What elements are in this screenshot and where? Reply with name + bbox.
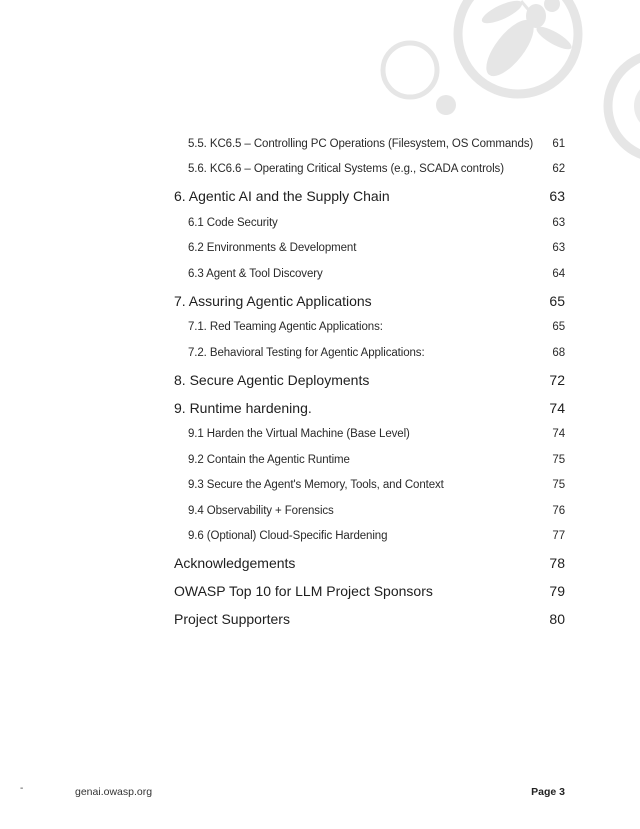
toc-subsection-entry[interactable]: [174, 315, 565, 341]
toc-entry-page-number: 61: [552, 137, 565, 150]
toc-entry-page-number: 62: [552, 163, 565, 176]
toc-subsection-entry[interactable]: [174, 498, 565, 524]
toc-entry-page-number: 76: [552, 504, 565, 517]
toc-entry-title: 7.1. Red Teaming Agentic Applications:: [188, 321, 383, 334]
toc-entry-title: Acknowledgements: [174, 555, 296, 571]
toc-subsection-entry[interactable]: [174, 422, 565, 448]
toc-subsection-entry[interactable]: [174, 157, 565, 183]
toc-entry-page-number: 74: [552, 428, 565, 441]
toc-entry-page-number: 65: [552, 321, 565, 334]
toc-entry-page-number: 63: [549, 188, 565, 204]
toc-entry-title: 6.1 Code Security: [188, 216, 278, 229]
toc-section-entry[interactable]: [174, 605, 565, 633]
toc-section-entry[interactable]: [174, 394, 565, 422]
toc-entry-title: Project Supporters: [174, 611, 290, 627]
toc-entry-page-number: 77: [552, 530, 565, 543]
decor-dot: [436, 95, 456, 115]
table-of-contents: [174, 131, 565, 633]
toc-entry-page-number: 72: [549, 371, 565, 388]
toc-section-entry[interactable]: [174, 287, 565, 315]
toc-section-entry[interactable]: [174, 182, 565, 210]
toc-entry-title: 7. Assuring Agentic Applications: [174, 292, 372, 309]
toc-subsection-entry[interactable]: [174, 210, 565, 236]
toc-entry-title: 6.3 Agent & Tool Discovery: [188, 267, 323, 280]
toc-subsection-entry[interactable]: [174, 473, 565, 499]
toc-entry-page-number: 64: [552, 267, 565, 280]
toc-entry-title: 7.2. Behavioral Testing for Agentic Applications:: [188, 346, 425, 359]
toc-entry-title: 8. Secure Agentic Deployments: [174, 371, 370, 388]
toc-entry-page-number: 79: [549, 583, 565, 599]
toc-entry-title: 9.2 Contain the Agentic Runtime: [188, 453, 350, 466]
footer-url[interactable]: genai.owasp.org: [75, 786, 153, 798]
toc-entry-page-number: 80: [549, 611, 565, 627]
toc-entry-page-number: 63: [552, 242, 565, 255]
decor-dot-right: [634, 80, 640, 132]
toc-entry-title: 9.1 Harden the Virtual Machine (Base Level): [188, 428, 410, 441]
toc-entry-title: 9. Runtime hardening.: [174, 399, 312, 416]
toc-section-entry[interactable]: [174, 577, 565, 605]
toc-section-entry[interactable]: [174, 549, 565, 577]
toc-entry-title: 5.5. KC6.5 – Controlling PC Operations (Filesystem, OS Commands): [188, 137, 534, 150]
toc-entry-title: 9.4 Observability + Forensics: [188, 504, 334, 517]
footer-page-number: Page 3: [531, 786, 565, 798]
toc-subsection-entry[interactable]: [174, 447, 565, 473]
toc-section-entry[interactable]: [174, 366, 565, 394]
toc-entry-title: 9.3 Secure the Agent's Memory, Tools, and Context: [188, 479, 444, 492]
toc-entry-title: 6. Agentic AI and the Supply Chain: [174, 188, 390, 204]
toc-entry-page-number: 74: [549, 399, 565, 416]
toc-subsection-entry[interactable]: [174, 340, 565, 366]
decor-ring-small: [383, 43, 437, 97]
toc-entry-page-number: 68: [552, 346, 565, 359]
toc-entry-title: 6.2 Environments & Development: [188, 242, 357, 255]
toc-subsection-entry[interactable]: [174, 261, 565, 287]
toc-entry-page-number: 65: [549, 292, 565, 309]
toc-entry-title: 9.6 (Optional) Cloud-Specific Hardening: [188, 530, 388, 543]
toc-subsection-entry[interactable]: [174, 131, 565, 157]
toc-entry-page-number: 75: [552, 453, 565, 466]
toc-entry-page-number: 63: [552, 216, 565, 229]
footer-dash: -: [20, 783, 24, 794]
toc-subsection-entry[interactable]: [174, 524, 565, 550]
toc-entry-page-number: 75: [552, 479, 565, 492]
toc-entry-page-number: 78: [549, 555, 565, 571]
toc-entry-title: 5.6. KC6.6 – Operating Critical Systems (e.g., SCADA controls): [188, 163, 504, 176]
toc-subsection-entry[interactable]: [174, 236, 565, 262]
toc-entry-title: OWASP Top 10 for LLM Project Sponsors: [174, 583, 433, 599]
